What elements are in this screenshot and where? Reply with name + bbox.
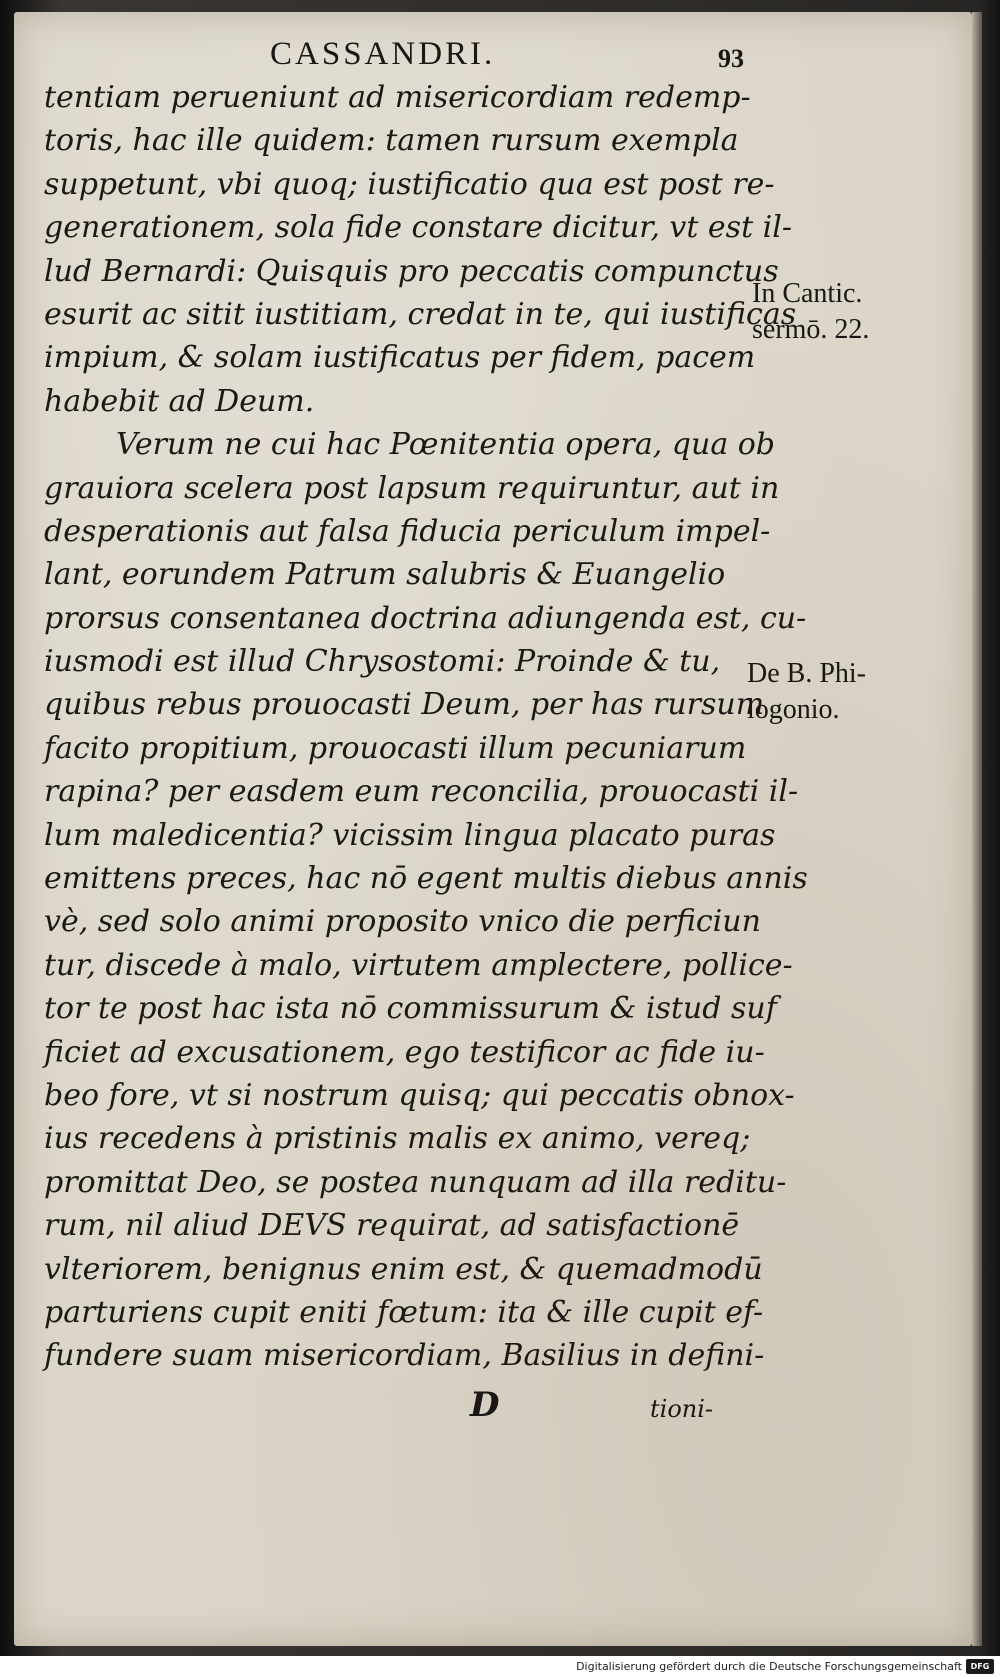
text-line: iusmodi est illud Chrysostomi: Proinde & tu, [44, 644, 721, 680]
text-line: tur, discede à malo, virtutem amplectere, pollice- [44, 947, 793, 983]
text-line: tentiam perueniunt ad misericordiam redemp- [44, 80, 751, 115]
margin-note-line: sermō. 22. [752, 314, 870, 345]
text-line: beo fore, vt si nostrum quisq; qui peccatis obnox- [44, 1077, 795, 1113]
margin-note-philogonio [747, 656, 866, 728]
text-line: impium, & solam iustificatus per fidem, pacem [44, 340, 756, 376]
running-head: CASSANDRI. [270, 36, 496, 72]
text-line: facito propitium, prouocasti illum pecuniarum [44, 730, 747, 766]
text-line: lum maledicentia? vicissim lingua placato puras [44, 817, 776, 853]
footer-credit: Digitalisierung gefördert durch die Deutsche Forschungsgemeinschaft [576, 1660, 962, 1673]
text-line: fundere suam misericordiam, Basilius in defini- [44, 1338, 765, 1374]
text-line: grauiora scelera post lapsum requiruntur, aut in [44, 470, 780, 506]
text-line: tor te post hac ista nō commissurum & istud suf [44, 991, 777, 1027]
text-line: rapina? per easdem eum reconcilia, prouocasti il- [44, 774, 799, 810]
text-line: parturiens cupit eniti fœtum: ita & ille cupit ef- [44, 1294, 764, 1330]
text-line: desperationis aut falsa fiducia periculum impel- [44, 513, 771, 549]
text-line: suppetunt, vbi quoq; iustificatio qua est post re- [44, 166, 775, 202]
dfg-logo-icon: DFG [966, 1659, 994, 1674]
text-line: vè, sed solo animi proposito vnico die perficiun [44, 904, 761, 940]
text-line: esurit ac sitit iustitiam, credat in te, qui iustificas [44, 296, 797, 332]
text-line: lud Bernardi: Quisquis pro peccatis compunctus [44, 253, 779, 289]
catchword: tioni- [650, 1395, 714, 1423]
text-line: vlteriorem, benignus enim est, & quemadmodū [44, 1251, 763, 1287]
text-line: lant, eorundem Patrum salubris & Euangelio [44, 557, 726, 593]
margin-note-line: De B. Phi- [747, 658, 866, 689]
text-line: prorsus consentanea doctrina adiungenda est, cu- [44, 600, 807, 636]
text-line: habebit ad Deum. [44, 383, 315, 419]
margin-note-cantic [752, 276, 869, 348]
text-line: ficiet ad excusationem, ego testificor ac fide iu- [44, 1034, 765, 1070]
text-line: rum, nil aliud DEVS requirat, ad satisfactionē [44, 1208, 740, 1244]
text-line: generationem, sola fide constare dicitur, vt est il- [44, 210, 792, 246]
margin-note-line: logonio. [747, 694, 840, 725]
page-number: 93 [718, 44, 744, 73]
text-line: quibus rebus prouocasti Deum, per has rursum [44, 687, 765, 723]
text-line: Verum ne cui hac Pœnitentia opera, qua ob [116, 427, 776, 463]
page-edge [972, 12, 982, 1646]
text-line: toris, hac ille quidem: tamen rursum exempla [44, 123, 739, 159]
margin-note-line: In Cantic. [752, 278, 863, 309]
text-line: promittat Deo, se postea nunquam ad illa reditu- [44, 1164, 787, 1200]
text-line: ius recedens à pristinis malis ex animo, vereq; [44, 1121, 751, 1157]
signature-mark: D [470, 1385, 500, 1425]
text-line: emittens preces, hac nō egent multis diebus annis [44, 861, 808, 897]
